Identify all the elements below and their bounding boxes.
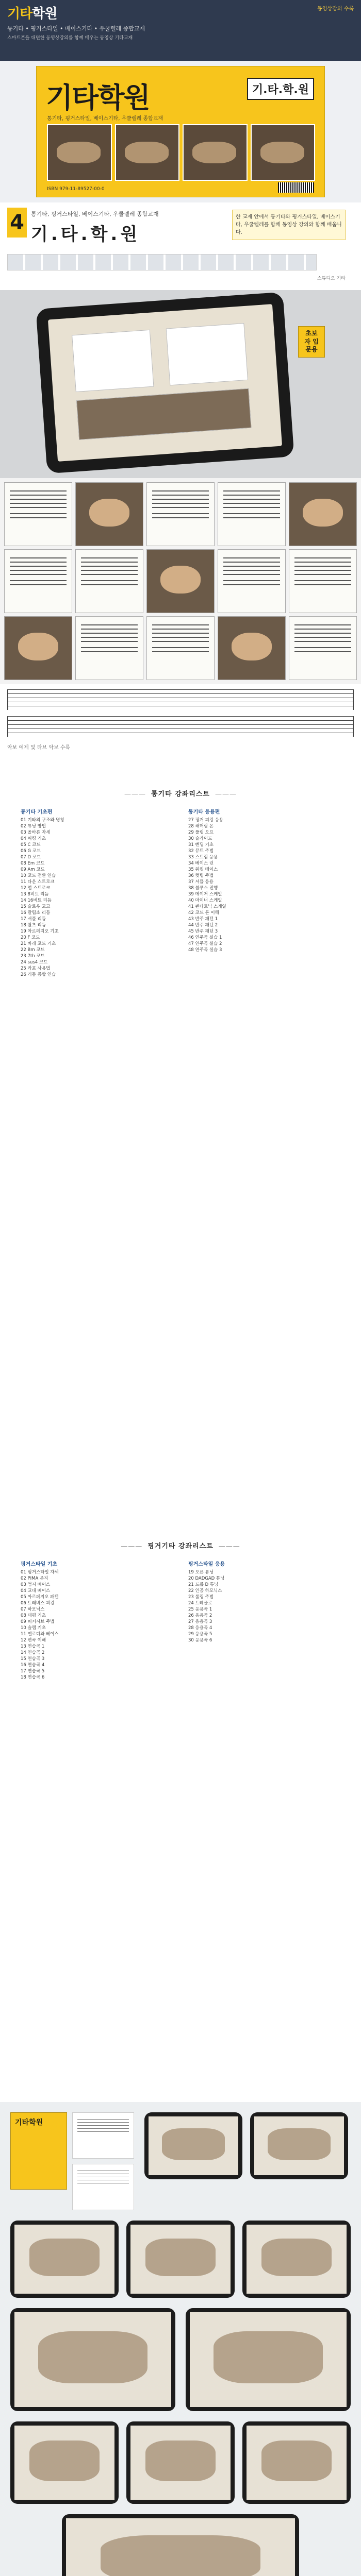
beginner-label: 초보자 입문용 bbox=[298, 326, 325, 358]
list-column bbox=[21, 1555, 173, 1681]
list-item: 01 핑거스타일 자세 bbox=[21, 1570, 59, 1575]
tablet-photo bbox=[242, 2421, 351, 2504]
list-column bbox=[21, 803, 173, 978]
staff bbox=[7, 689, 354, 710]
cover-photo bbox=[115, 124, 180, 181]
sample-photo bbox=[218, 616, 286, 680]
spine-desc: 통기타, 핑거스타일, 베이스기타, 우쿨렐레 종합교재 bbox=[31, 211, 159, 217]
sample-page bbox=[75, 549, 143, 613]
list-item: 29 풀링 오프 bbox=[188, 830, 214, 835]
list-item: 06 트래비스 피킹 bbox=[21, 1601, 55, 1606]
sample-page bbox=[4, 549, 72, 613]
list-item: 17 셔플 리듬 bbox=[21, 917, 46, 922]
tablet-photo bbox=[62, 2514, 299, 2576]
list-item: 26 응용곡 2 bbox=[188, 1613, 212, 1618]
spine-banner bbox=[0, 202, 361, 290]
list-item: 03 엄지 베이스 bbox=[21, 1582, 51, 1587]
sample-page bbox=[218, 549, 286, 613]
list-item: 12 업 스트로크 bbox=[21, 886, 51, 891]
list-item: 24 sus4 코드 bbox=[21, 960, 48, 965]
cover-photo bbox=[251, 124, 316, 181]
sample-page bbox=[72, 2112, 134, 2159]
list-item: 16 칼립소 리듬 bbox=[21, 910, 51, 916]
list-item: 11 다운 스트로크 bbox=[21, 879, 55, 885]
tablet-photo bbox=[10, 2221, 119, 2298]
barcode-icon bbox=[278, 182, 314, 193]
list-item: 28 응용곡 4 bbox=[188, 1625, 212, 1631]
list-item: 03 올바른 자세 bbox=[21, 830, 51, 835]
logo bbox=[7, 3, 354, 22]
list-item: 21 바레 코드 기초 bbox=[21, 941, 56, 946]
cover-photo bbox=[47, 124, 112, 181]
list-item: 25 응용곡 1 bbox=[188, 1607, 212, 1612]
list-item: 25 카포 사용법 bbox=[21, 966, 51, 971]
list-item: 20 F 코드 bbox=[21, 935, 40, 940]
list-item: 04 교대 베이스 bbox=[21, 1588, 51, 1594]
list-item: 28 해머링 온 bbox=[188, 824, 214, 829]
list-item: 38 블루스 진행 bbox=[188, 886, 218, 891]
list-item: 22 인공 하모닉스 bbox=[188, 1588, 222, 1594]
list-item: 44 반주 패턴 2 bbox=[188, 923, 218, 928]
list-item: 23 7th 코드 bbox=[21, 954, 45, 959]
tablet-screen bbox=[48, 304, 282, 462]
tablet-device bbox=[36, 292, 294, 474]
spine-note: 한 교재 안에서 통기타와 핑거스타일, 베이스기타, 우쿨렐레를 함께 동영상 강의와 함께 배웁니다. bbox=[232, 210, 346, 240]
list-item: 05 아르페지오 패턴 bbox=[21, 1595, 59, 1600]
tablet-photo bbox=[144, 2112, 242, 2179]
group-heading: 핑거스타일 기초 bbox=[21, 1562, 58, 1567]
list-item: 30 응용곡 6 bbox=[188, 1638, 212, 1643]
list-item: 45 반주 패턴 3 bbox=[188, 929, 218, 934]
list-item: 08 Em 코드 bbox=[21, 861, 45, 866]
list-item: 16 연습곡 4 bbox=[21, 1663, 45, 1668]
publisher: 스튜디오 기타 bbox=[317, 276, 346, 281]
list-item: 27 핑거 피킹 응용 bbox=[188, 818, 224, 823]
list-item: 14 16비트 리듬 bbox=[21, 898, 52, 903]
sample-page bbox=[75, 616, 143, 680]
list-item: 18 왈츠 리듬 bbox=[21, 923, 46, 928]
sample-page bbox=[289, 616, 357, 680]
list-item: 27 응용곡 3 bbox=[188, 1619, 212, 1624]
sample-photo bbox=[75, 482, 143, 546]
list-item: 35 워킹 베이스 bbox=[188, 867, 218, 872]
book-cover-section bbox=[0, 61, 361, 202]
sheet-caption: 악보 예제 및 타브 악보 수록 bbox=[7, 745, 71, 751]
spine-title: 기.타.학.원 bbox=[31, 224, 141, 245]
list-item: 11 멜로디와 베이스 bbox=[21, 1632, 59, 1637]
sample-page bbox=[72, 2164, 134, 2210]
list-item: 19 아르페지오 기초 bbox=[21, 929, 59, 934]
hero-tagline: 통기타 • 핑거스타일 • 베이스기타 • 우쿨렐레 종합교재 bbox=[7, 25, 145, 32]
hero-badge: 동영상강의 수록 bbox=[317, 6, 354, 12]
group-heading: 핑거스타일 응용 bbox=[188, 1562, 225, 1567]
tablet-photo-grid bbox=[0, 2102, 361, 2576]
list-item: 15 연습곡 3 bbox=[21, 1656, 45, 1662]
list-item: 05 C 코드 bbox=[21, 842, 41, 848]
cover-photos bbox=[47, 124, 315, 181]
list-item: 19 오픈 튜닝 bbox=[188, 1570, 214, 1575]
list-item: 14 연습곡 2 bbox=[21, 1650, 45, 1655]
sheet-music-strip bbox=[0, 684, 361, 772]
sample-page bbox=[146, 482, 215, 546]
list-item: 20 DADGAD 튜닝 bbox=[188, 1576, 225, 1581]
book-subtitle: 통기타, 핑거스타일, 베이스기타, 우쿨렐레 종합교재 bbox=[47, 116, 163, 122]
list-column bbox=[188, 803, 340, 978]
section-title: ——— 통기타 강좌리스트 ——— bbox=[0, 783, 361, 803]
list-item: 10 코드 전환 연습 bbox=[21, 873, 56, 878]
sample-page bbox=[289, 549, 357, 613]
sample-photo bbox=[289, 482, 357, 546]
tablet-photo bbox=[242, 2221, 351, 2298]
list-item: 39 메이저 스케일 bbox=[188, 892, 222, 897]
list-column bbox=[188, 1555, 340, 1681]
list-item: 15 슬로우 고고 bbox=[21, 904, 51, 909]
screen-card bbox=[76, 388, 252, 440]
list-item: 42 코드 톤 이해 bbox=[188, 910, 219, 916]
list-item: 13 8비트 리듬 bbox=[21, 892, 49, 897]
list-item: 46 연주곡 실습 1 bbox=[188, 935, 222, 940]
list-item: 01 기타의 구조와 명칭 bbox=[21, 818, 64, 823]
logo-part-a: 기타 bbox=[7, 6, 32, 22]
tablet-photo bbox=[10, 2421, 119, 2504]
staff bbox=[7, 716, 354, 737]
list-item: 21 드롭 D 튜닝 bbox=[188, 1582, 219, 1587]
list-item: 18 연습곡 6 bbox=[21, 1675, 45, 1680]
list-item: 37 셔플 응용 bbox=[188, 879, 214, 885]
book-title-right: 기.타.학.원 bbox=[247, 78, 314, 100]
list-item: 29 응용곡 5 bbox=[188, 1632, 212, 1637]
sample-page-grid bbox=[0, 478, 361, 684]
list-item: 02 PIMA 운지 bbox=[21, 1576, 48, 1581]
hero-banner bbox=[0, 0, 361, 61]
list-item: 31 벤딩 기초 bbox=[188, 842, 214, 848]
list-item: 09 Am 코드 bbox=[21, 867, 45, 872]
tablet-photo bbox=[126, 2421, 235, 2504]
list-item: 02 튜닝 방법 bbox=[21, 824, 46, 829]
list-item: 23 롤링 주법 bbox=[188, 1595, 214, 1600]
list-item: 07 D 코드 bbox=[21, 855, 41, 860]
list-item: 09 퍼커시브 주법 bbox=[21, 1619, 55, 1624]
book-thumb bbox=[10, 2112, 67, 2190]
acoustic-list-section bbox=[0, 783, 361, 1535]
sample-page bbox=[4, 482, 72, 546]
sample-page bbox=[218, 482, 286, 546]
volume-number: 4 bbox=[7, 208, 27, 238]
screen-card bbox=[72, 330, 154, 392]
sample-photo bbox=[4, 616, 72, 680]
list-item: 26 리듬 종합 연습 bbox=[21, 972, 56, 977]
logo-part-b: 학원 bbox=[32, 6, 57, 22]
tablet-photo bbox=[186, 2308, 351, 2411]
list-item: 36 컷팅 주법 bbox=[188, 873, 214, 878]
sample-photo bbox=[146, 549, 215, 613]
list-item: 07 하모닉스 bbox=[21, 1607, 45, 1612]
section-title: ——— 핑거기타 강좌리스트 ——— bbox=[0, 1535, 361, 1555]
list-item: 47 연주곡 실습 2 bbox=[188, 941, 222, 946]
sample-page bbox=[146, 616, 215, 680]
list-item: 08 태핑 기초 bbox=[21, 1613, 46, 1618]
list-item: 22 Bm 코드 bbox=[21, 947, 45, 953]
list-item: 33 스트럼 응용 bbox=[188, 855, 218, 860]
screen-card bbox=[166, 323, 248, 385]
list-item: 17 연습곡 5 bbox=[21, 1669, 45, 1674]
tablet-photo bbox=[10, 2308, 175, 2411]
hero-sub: 스마트폰을 대면한 동영상강의를 함께 배우는 동영상 기타교재 bbox=[7, 36, 133, 41]
list-item: 04 피킹 기초 bbox=[21, 836, 46, 841]
tablet-photo-section bbox=[0, 290, 361, 478]
book-title: 기타학원 bbox=[46, 81, 150, 114]
list-item: 41 펜타토닉 스케일 bbox=[188, 904, 226, 909]
group-heading: 통기타 기초편 bbox=[21, 809, 53, 815]
list-item: 32 뮤트 주법 bbox=[188, 849, 214, 854]
book-thumb-title: 기타학원 bbox=[15, 2119, 43, 2127]
list-item: 40 마이너 스케일 bbox=[188, 898, 222, 903]
isbn: ISBN 979-11-89527-00-0 bbox=[47, 187, 105, 192]
group-heading: 통기타 응용편 bbox=[188, 809, 220, 815]
finger-list-section bbox=[0, 1535, 361, 2102]
tablet-photo bbox=[250, 2112, 348, 2179]
list-item: 24 트레몰로 bbox=[188, 1601, 212, 1606]
list-item: 06 G 코드 bbox=[21, 849, 41, 854]
tablet-photo bbox=[126, 2221, 235, 2298]
list-item: 13 연습곡 1 bbox=[21, 1644, 45, 1649]
list-item: 30 슬라이드 bbox=[188, 836, 212, 841]
list-item: 48 연주곡 실습 3 bbox=[188, 947, 222, 953]
list-item: 43 반주 패턴 1 bbox=[188, 917, 218, 922]
cover-photo bbox=[183, 124, 248, 181]
list-item: 12 편곡 이해 bbox=[21, 1638, 46, 1643]
list-item: 34 베이스 런 bbox=[188, 861, 214, 866]
list-item: 10 슬랩 기초 bbox=[21, 1625, 46, 1631]
fretboard-strip bbox=[7, 254, 317, 270]
book-cover bbox=[36, 66, 325, 197]
